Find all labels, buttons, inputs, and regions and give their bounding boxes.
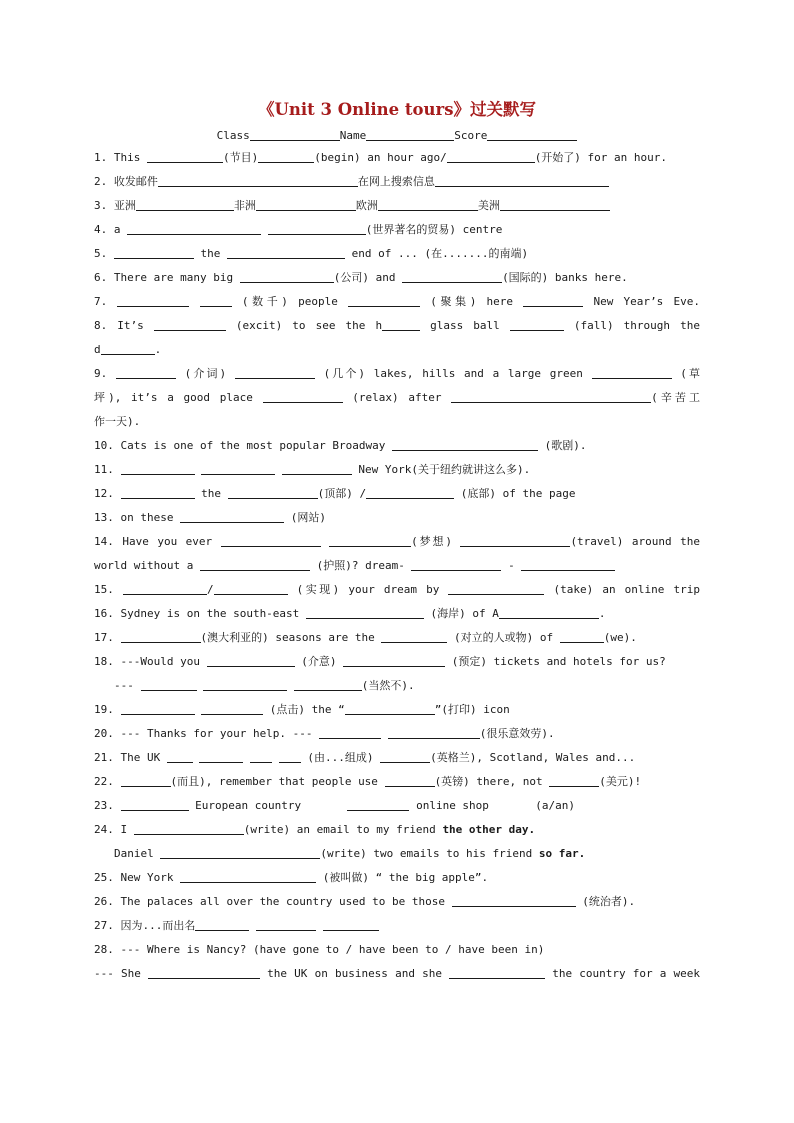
- answer-blank[interactable]: [343, 653, 445, 667]
- answer-blank[interactable]: [180, 869, 316, 883]
- exercise-line: 17. (澳大利亚的) seasons are the (对立的人或物) of (we).: [94, 631, 637, 644]
- answer-blank[interactable]: [121, 461, 195, 475]
- answer-blank[interactable]: [381, 629, 447, 643]
- answer-blank[interactable]: [319, 725, 381, 739]
- exercise-line: 18. ---Would you (介意) (预定) tickets and hotels for us?: [94, 655, 666, 668]
- name-blank[interactable]: [366, 127, 454, 141]
- answer-blank[interactable]: [306, 605, 424, 619]
- exercise-line: 8. It’s (excit) to see the h glass ball (fall) through the: [94, 319, 700, 332]
- answer-blank[interactable]: [256, 197, 356, 211]
- exercise-line: 28. --- Where is Nancy? (have gone to / have been to / have been in): [94, 943, 545, 956]
- exercise-line: --- (当然不).: [114, 679, 415, 692]
- exercise-line: d .: [94, 343, 162, 356]
- exercise-line: --- She the UK on business and she the country for a week: [94, 967, 701, 980]
- score-blank[interactable]: [487, 127, 577, 141]
- exercise-line: Daniel (write) two emails to his friend so far.: [114, 847, 586, 860]
- answer-blank[interactable]: [449, 965, 545, 979]
- exercise-line: 22. (而且), remember that people use (英镑) there, not (美元)!: [94, 775, 642, 788]
- answer-blank[interactable]: [199, 749, 243, 763]
- answer-blank[interactable]: [136, 197, 234, 211]
- student-info-header: [0, 127, 794, 142]
- answer-blank[interactable]: [121, 629, 201, 643]
- answer-blank[interactable]: [499, 605, 599, 619]
- answer-blank[interactable]: [256, 917, 316, 931]
- answer-blank[interactable]: [345, 701, 435, 715]
- answer-blank[interactable]: [227, 245, 345, 259]
- answer-blank[interactable]: [160, 845, 320, 859]
- exercise-line: 6. There are many big (公司) and (国际的) banks here.: [94, 271, 628, 284]
- exercise-line: 3. 亚洲 非洲 欧洲 美洲: [94, 194, 700, 218]
- answer-blank[interactable]: [235, 365, 315, 379]
- answer-blank[interactable]: [121, 797, 189, 811]
- answer-blank[interactable]: [378, 197, 478, 211]
- exercise-list: [94, 146, 700, 986]
- answer-blank[interactable]: [167, 749, 193, 763]
- answer-blank[interactable]: [435, 173, 609, 187]
- answer-blank[interactable]: [123, 581, 207, 595]
- answer-blank[interactable]: [592, 365, 672, 379]
- answer-blank[interactable]: [329, 533, 411, 547]
- answer-blank[interactable]: [460, 533, 570, 547]
- answer-blank[interactable]: [452, 893, 576, 907]
- exercise-line: 23. European country online shop (a/an): [94, 799, 576, 812]
- answer-blank[interactable]: [240, 269, 334, 283]
- exercise-line: 19. (点击) the “ ”(打印) icon: [94, 703, 510, 716]
- exercise-line: 24. I (write) an email to my friend the other day.: [94, 823, 536, 836]
- answer-blank[interactable]: [250, 749, 272, 763]
- answer-blank[interactable]: [121, 701, 195, 715]
- answer-blank[interactable]: [121, 773, 171, 787]
- answer-blank[interactable]: [148, 965, 260, 979]
- answer-blank[interactable]: [402, 269, 502, 283]
- answer-blank[interactable]: [560, 629, 604, 643]
- exercise-line: 7. (数千) people (聚集) here New Year’s Eve.: [94, 295, 700, 308]
- score-label: Score: [454, 129, 488, 142]
- answer-blank[interactable]: [201, 461, 275, 475]
- exercise-line: 作一天).: [94, 415, 141, 428]
- answer-blank[interactable]: [294, 677, 362, 691]
- answer-blank[interactable]: [447, 149, 535, 163]
- answer-blank[interactable]: [141, 677, 197, 691]
- answer-blank[interactable]: [279, 749, 301, 763]
- exercise-line: 26. The palaces all over the country used to be those (统治者).: [94, 895, 636, 908]
- exercise-line: 27. 因为...而出名: [94, 914, 700, 938]
- answer-blank[interactable]: [214, 581, 288, 595]
- answer-blank[interactable]: [521, 557, 615, 571]
- exercise-line: 14. Have you ever (梦想) (travel) around the: [94, 535, 700, 548]
- exercise-line: 20. --- Thanks for your help. --- (很乐意效劳).: [94, 727, 555, 740]
- class-blank[interactable]: [250, 127, 340, 141]
- exercise-line: 12. the (顶部) / (底部) of the page: [94, 487, 576, 500]
- answer-blank[interactable]: [200, 293, 232, 307]
- answer-blank[interactable]: [448, 581, 544, 595]
- answer-blank[interactable]: [500, 197, 610, 211]
- answer-blank[interactable]: [282, 461, 352, 475]
- exercise-line: 25. New York (被叫做) “ the big apple”.: [94, 871, 489, 884]
- answer-blank[interactable]: [195, 917, 249, 931]
- answer-blank[interactable]: [411, 557, 501, 571]
- answer-blank[interactable]: [549, 773, 599, 787]
- exercise-line: 11. New York(关于纽约就讲这么多).: [94, 463, 531, 476]
- exercise-line: 15. / (实现) your dream by (take) an online trip: [94, 583, 700, 596]
- answer-blank[interactable]: [380, 749, 430, 763]
- exercise-line: 9. (介词) (几个) lakes, hills and a large green (草: [94, 367, 700, 380]
- answer-blank[interactable]: [207, 653, 295, 667]
- answer-blank[interactable]: [203, 677, 287, 691]
- answer-blank[interactable]: [523, 293, 583, 307]
- answer-blank[interactable]: [147, 149, 223, 163]
- class-label: Class: [216, 129, 250, 142]
- answer-blank[interactable]: [134, 821, 244, 835]
- answer-blank[interactable]: [114, 245, 194, 259]
- answer-blank[interactable]: [221, 533, 321, 547]
- answer-blank[interactable]: [127, 221, 261, 235]
- answer-blank[interactable]: [228, 485, 318, 499]
- answer-blank[interactable]: [382, 317, 420, 331]
- exercise-line: 10. Cats is one of the most popular Broadway (歌剧).: [94, 439, 587, 452]
- exercise-line: 5. the end of ... (在.......的南端): [94, 247, 529, 260]
- answer-blank[interactable]: [263, 389, 343, 403]
- answer-blank[interactable]: [258, 149, 314, 163]
- answer-blank[interactable]: [158, 173, 358, 187]
- exercise-line: world without a (护照)? dream- -: [94, 554, 700, 578]
- answer-blank[interactable]: [201, 701, 263, 715]
- page-title: 《Unit 3 Online tours》过关默写: [258, 100, 536, 119]
- exercise-line: 坪), it’s a good place (relax) after (辛苦工: [94, 391, 701, 404]
- answer-blank[interactable]: [101, 341, 155, 355]
- answer-blank[interactable]: [510, 317, 564, 331]
- answer-blank[interactable]: [385, 773, 435, 787]
- answer-blank[interactable]: [348, 293, 420, 307]
- answer-blank[interactable]: [392, 437, 538, 451]
- answer-blank[interactable]: [154, 317, 226, 331]
- answer-blank[interactable]: [347, 797, 409, 811]
- answer-blank[interactable]: [121, 485, 195, 499]
- answer-blank[interactable]: [117, 293, 189, 307]
- exercise-line: 1. This (节目) (begin) an hour ago/ (开始了) for an hour.: [94, 151, 668, 164]
- exercise-line: 16. Sydney is on the south-east (海岸) of A .: [94, 607, 606, 620]
- answer-blank[interactable]: [366, 485, 454, 499]
- answer-blank[interactable]: [388, 725, 480, 739]
- answer-blank[interactable]: [116, 365, 176, 379]
- exercise-line: 2. 收发邮件 在网上搜索信息: [94, 170, 700, 194]
- exercise-line: 21. The UK (由...组成) (英格兰), Scotland, Wales and...: [94, 751, 636, 764]
- exercise-line: 13. on these (网站): [94, 511, 326, 524]
- answer-blank[interactable]: [451, 389, 651, 403]
- answer-blank[interactable]: [180, 509, 284, 523]
- name-label: Name: [339, 129, 367, 142]
- answer-blank[interactable]: [200, 557, 310, 571]
- exercise-line: 4. a (世界著名的贸易) centre: [94, 223, 503, 236]
- answer-blank[interactable]: [323, 917, 379, 931]
- answer-blank[interactable]: [268, 221, 366, 235]
